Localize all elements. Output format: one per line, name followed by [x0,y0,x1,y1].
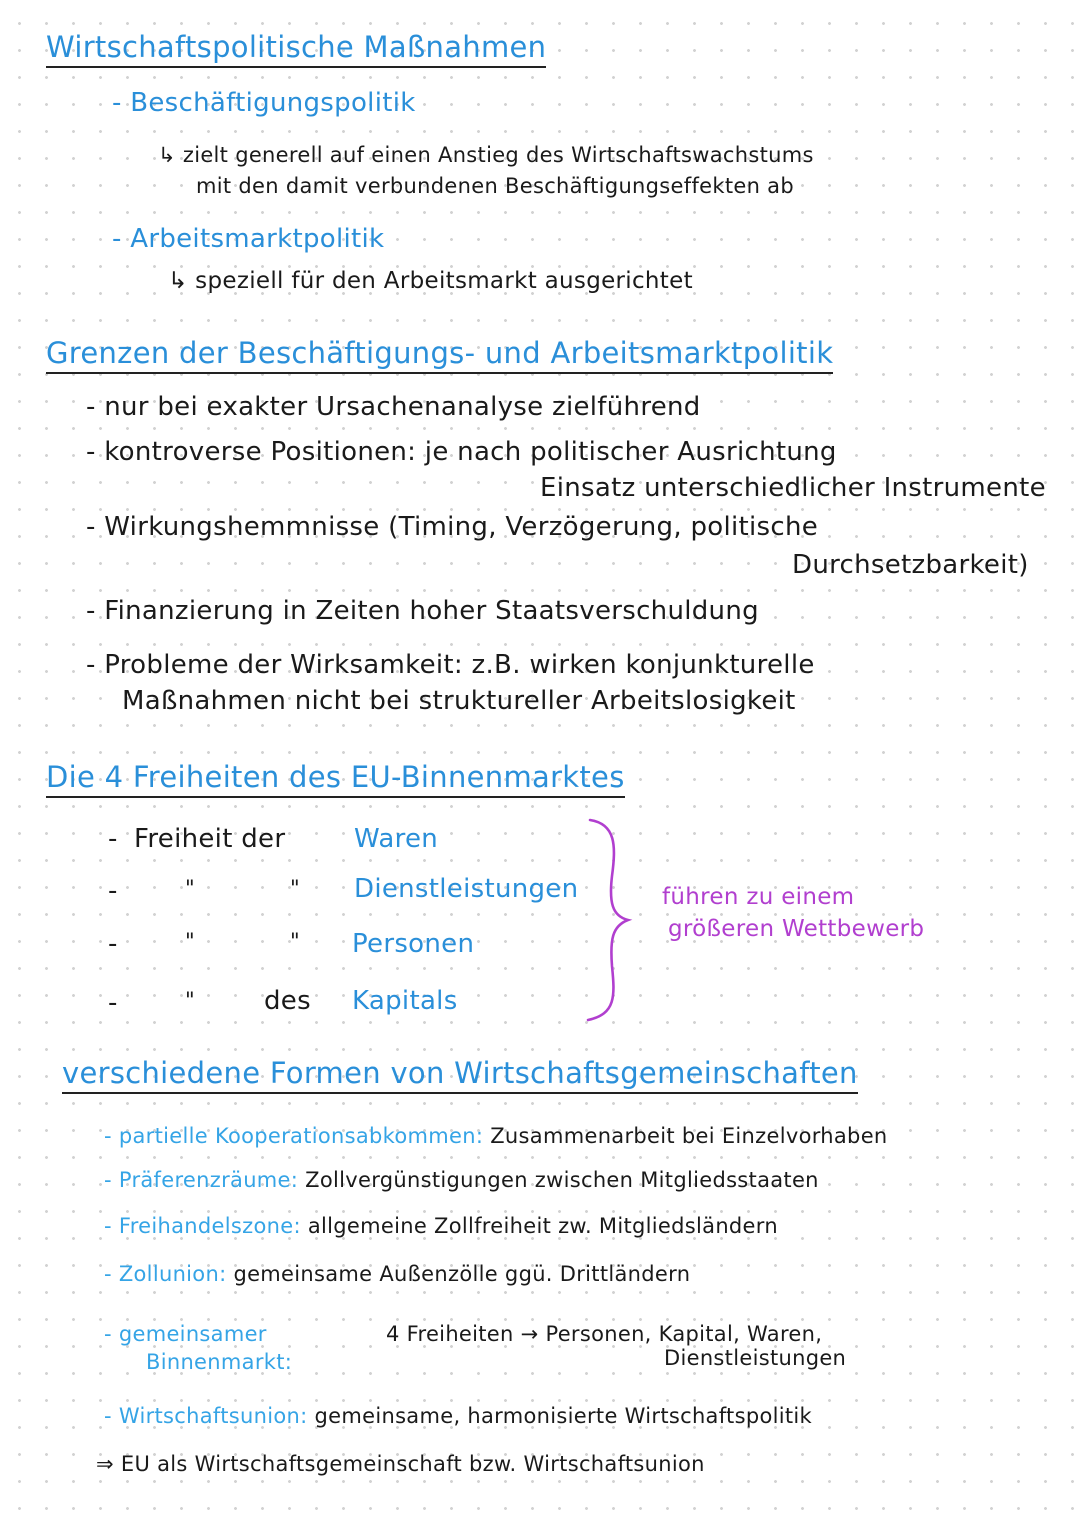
freiheit-row4-ditto1: " [185,988,195,1012]
form-wirtschaftsunion [104,1404,812,1428]
freiheit-row1-dash: - [108,824,118,854]
form-gemeinsamer-binnenmarkt-desc1: 4 Freiheiten → Personen, Kapital, Waren, [386,1322,823,1346]
curly-brace-icon [582,816,642,1026]
form-term: - Präferenzräume: [104,1168,299,1192]
section-title-grenzen: Grenzen der Beschäftigungs- und Arbeitsmarktpolitik [46,336,833,374]
grenzen-bullet-wirksamkeit-line1: - Probleme der Wirksamkeit: z.B. wirken konjunkturelle [86,650,815,680]
form-praeferenzraeume [104,1168,819,1192]
form-zollunion [104,1262,690,1286]
conclusion-eu [96,1452,705,1476]
freiheit-dienstleistungen: Dienstleistungen [354,874,579,904]
freiheit-row3-ditto2: " [290,929,300,953]
form-freihandelszone [104,1214,778,1238]
desc-arbeitsmarktpolitik: ↳ speziell für den Arbeitsmarkt ausgerichtet [168,268,693,294]
form-desc: Zusammenarbeit bei Einzelvorhaben [490,1124,888,1148]
grenzen-bullet-wirkungshemmnisse-line2: Durchsetzbarkeit) [792,550,1029,580]
freiheiten-note-line2: größeren Wettbewerb [668,916,925,942]
freiheit-waren: Waren [354,824,439,854]
form-gemeinsamer-binnenmarkt-desc2: Dienstleistungen [664,1346,847,1370]
freiheit-row1-prefix: Freiheit der [134,824,286,854]
freiheit-row2-ditto2: " [290,876,300,900]
freiheit-personen: Personen [352,929,475,959]
freiheit-row4-prefix: des [264,986,311,1016]
freiheit-row3-ditto1: " [185,929,195,953]
form-desc: gemeinsame Außenzölle ggü. Drittländern [233,1262,691,1286]
grenzen-bullet-ursachenanalyse: - nur bei exakter Ursachenanalyse zielführend [86,392,701,422]
desc-beschaeftigungspolitik-line1: ↳ zielt generell auf einen Anstieg des Wirtschaftswachstums [158,143,814,167]
grenzen-bullet-finanzierung: - Finanzierung in Zeiten hoher Staatsverschuldung [86,596,759,626]
freiheit-row2-dash: - [108,876,118,906]
form-desc: Zollvergünstigungen zwischen Mitgliedsstaaten [305,1168,819,1192]
section-title-wirtschaftsgemeinschaften: verschiedene Formen von Wirtschaftsgemeinschaften [62,1056,858,1094]
form-term: - Zollunion: [104,1262,227,1286]
form-desc: allgemeine Zollfreiheit zw. Mitgliedsländern [307,1214,778,1238]
form-partielle-kooperationsabkommen [104,1124,888,1148]
item-arbeitsmarktpolitik: - Arbeitsmarktpolitik [112,224,385,254]
form-gemeinsamer-binnenmarkt-term2: Binnenmarkt: [146,1350,293,1374]
grenzen-bullet-kontroverse-line2: Einsatz unterschiedlicher Instrumente [540,473,1046,503]
freiheiten-note-line1: führen zu einem [662,884,855,910]
conclusion-text: ⇒ EU als Wirtschaftsgemeinschaft bzw. Wirtschaftsunion [96,1452,705,1476]
grenzen-bullet-kontroverse-line1: - kontroverse Positionen: je nach politischer Ausrichtung [86,437,837,467]
form-gemeinsamer-binnenmarkt-term1: - gemeinsamer [104,1322,267,1346]
form-term: - partielle Kooperationsabkommen: [104,1124,484,1148]
section-title-4-freiheiten: Die 4 Freiheiten des EU-Binnenmarktes [46,760,625,798]
form-desc: gemeinsame, harmonisierte Wirtschaftspolitik [314,1404,813,1428]
freiheit-row4-dash: - [108,988,118,1018]
form-term: - Wirtschaftsunion: [104,1404,308,1428]
desc-beschaeftigungspolitik-line2: mit den damit verbundenen Beschäftigungseffekten ab [196,174,794,198]
grenzen-bullet-wirksamkeit-line2: Maßnahmen nicht bei struktureller Arbeitslosigkeit [122,686,796,716]
freiheit-kapitals: Kapitals [352,986,458,1016]
freiheit-row3-dash: - [108,929,118,959]
grenzen-bullet-wirkungshemmnisse-line1: - Wirkungshemmnisse (Timing, Verzögerung, politische [86,512,819,542]
item-beschaeftigungspolitik: - Beschäftigungspolitik [112,88,416,118]
section-title-wirtschaftspolitische-massnahmen: Wirtschaftspolitische Maßnahmen [46,30,546,68]
form-term: - Freihandelszone: [104,1214,301,1238]
freiheit-row2-ditto1: " [185,876,195,900]
